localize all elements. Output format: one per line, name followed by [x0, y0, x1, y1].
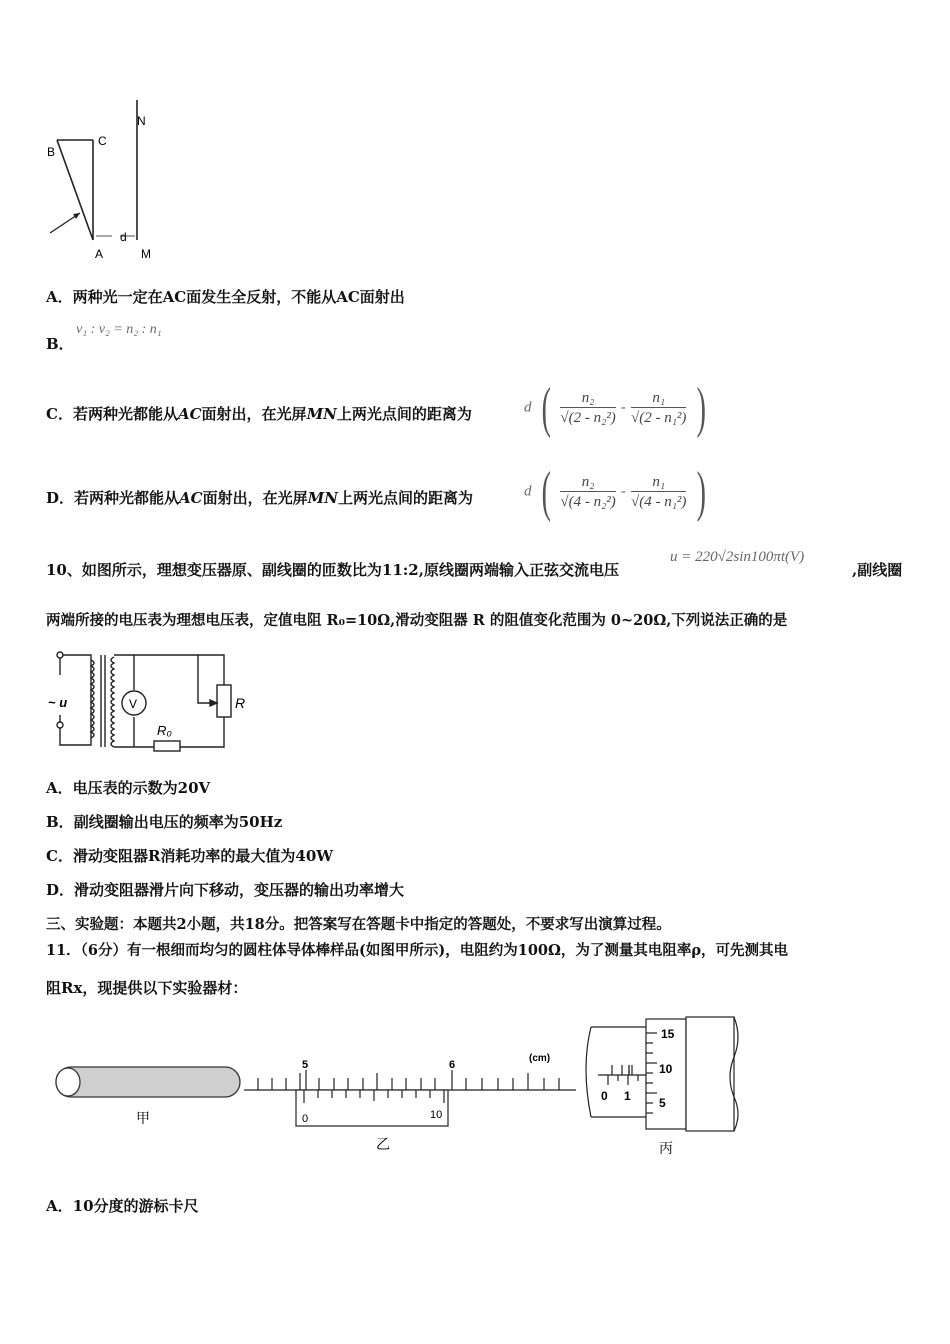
q10-stem-pre: 10、如图所示，理想变压器原、副线圈的匝数比为11:2,原线圈两端输入正弦交流电压	[46, 561, 619, 579]
option-label: A．	[46, 779, 73, 797]
option-text: 副线圈输出电压的频率为50Hz	[73, 813, 283, 831]
q9-option-b-formula: v₁ : v₂ = n₂ : n₁	[76, 322, 162, 337]
caption-yi: 乙	[376, 1136, 390, 1152]
q9-option-c	[46, 403, 472, 424]
q9-option-a-text: 两种光一定在AC面发生全反射，不能从AC面射出	[72, 288, 405, 306]
q9-option-c-ac: AC	[177, 405, 202, 423]
option-label: B．	[46, 813, 74, 831]
numerator: n₂	[560, 390, 615, 408]
micrometer-5: 5	[659, 1096, 666, 1110]
option-label: D．	[46, 881, 75, 899]
fraction-1	[560, 390, 615, 427]
q9-option-c-post: 上两光点间的距离为	[336, 405, 472, 423]
q9-option-a	[46, 286, 405, 307]
q9-option-d-label: D．	[46, 489, 75, 507]
q10-formula: u = 220√2sin100πt(V)	[670, 549, 805, 565]
label-M: M	[141, 247, 151, 261]
right-paren: )	[696, 461, 706, 523]
denominator: √(4 - n₁²)	[630, 493, 687, 510]
micrometer-10: 10	[659, 1062, 673, 1076]
q9-option-d-pre: 若两种光都能从	[74, 489, 180, 507]
label-N: N	[137, 114, 146, 128]
option-text: 10分度的游标卡尺	[72, 1197, 199, 1215]
label-B: B	[47, 145, 56, 159]
q10-option-d	[46, 879, 404, 900]
transformer-circuit	[46, 645, 256, 757]
caliper-mark-6: 6	[449, 1059, 456, 1071]
q9-option-d-post: 上两光点间的距离为	[337, 489, 473, 507]
option-text: 电压表的示数为20V	[72, 779, 211, 797]
vernier-caliper	[244, 1070, 576, 1126]
numerator: n₁	[631, 390, 686, 408]
q9-option-b	[46, 333, 74, 354]
q10-stem-line2: 两端所接的电压表为理想电压表，定值电阻 R₀=10Ω,滑动变阻器 R 的阻值变化范围为 0~20Ω,下列说法正确的是	[46, 612, 788, 629]
q9-option-c-mn: MN	[306, 405, 337, 423]
measurement-figures	[46, 1015, 766, 1165]
v-label: V	[129, 697, 138, 711]
q9-option-d-mid: 面射出，在光屏	[202, 489, 308, 507]
caption-bing: 丙	[659, 1140, 673, 1156]
q10-option-b	[46, 811, 282, 832]
q9-option-c-pre: 若两种光都能从	[72, 405, 178, 423]
q10-option-c	[46, 845, 333, 866]
q9-option-d-formula	[524, 461, 710, 523]
option-label: A．	[46, 1197, 73, 1215]
q9-option-b-label: B．	[46, 335, 74, 353]
option-text: 滑动变阻器滑片向下移动，变压器的输出功率增大	[74, 881, 405, 899]
numerator: n₂	[560, 474, 615, 492]
q10-option-a	[46, 777, 210, 798]
conductor-rod	[56, 1067, 240, 1097]
r-label: R	[235, 695, 246, 711]
q11-stem-line1: 11．（6分）有一根细而均匀的圆柱体导体棒样品(如图甲所示)，电阻约为100Ω，为了测量其电阻率ρ，可先测其电	[46, 942, 789, 959]
denominator: √(2 - n₂²)	[560, 409, 616, 426]
denominator: √(4 - n₂²)	[560, 493, 616, 510]
r0-label: R₀	[157, 723, 172, 738]
fraction-1	[560, 474, 615, 511]
q9-option-d	[46, 487, 473, 508]
caption-jia: 甲	[136, 1110, 150, 1126]
q9-option-a-label: A．	[46, 288, 73, 306]
left-paren: (	[541, 461, 551, 523]
vernier-mark-0: 0	[302, 1113, 309, 1125]
q10-stem-line1	[46, 559, 619, 580]
q11-stem-line2: 阻Rx，现提供以下实验器材：	[46, 979, 248, 997]
q9-option-c-label: C．	[46, 405, 73, 423]
caliper-mark-5: 5	[302, 1059, 309, 1071]
label-C: C	[98, 134, 107, 148]
option-text: 滑动变阻器R消耗功率的最大值为40W	[72, 847, 334, 865]
section-heading: 三、实验题：本题共2小题，共18分。把答案写在答题卡中指定的答题处，不要求写出演算过程。	[46, 916, 671, 933]
micrometer-15: 15	[661, 1027, 675, 1041]
q9-option-d-mn: MN	[307, 489, 338, 507]
formula-d: d	[524, 399, 532, 416]
caliper-unit: (cm)	[529, 1053, 551, 1064]
micrometer-0: 0	[601, 1089, 608, 1103]
minus-sign: -	[620, 483, 626, 500]
numerator: n₁	[631, 474, 686, 492]
formula-d: d	[524, 483, 532, 500]
u-label: ~ u	[48, 695, 68, 710]
fraction-2	[631, 474, 686, 511]
denominator: √(2 - n₁²)	[630, 409, 687, 426]
micrometer-1: 1	[624, 1089, 631, 1103]
q11-option-a	[46, 1195, 199, 1216]
vernier-mark-10: 10	[430, 1109, 443, 1121]
q9-option-c-formula	[524, 377, 710, 439]
label-d: d	[120, 230, 127, 244]
q9-option-c-mid: 面射出，在光屏	[201, 405, 307, 423]
left-paren: (	[541, 377, 551, 439]
prism-figure	[40, 95, 170, 270]
label-A: A	[95, 247, 104, 261]
minus-sign: -	[620, 399, 626, 416]
option-label: C．	[46, 847, 73, 865]
fraction-2	[631, 390, 686, 427]
right-paren: )	[696, 377, 706, 439]
q9-option-d-ac: AC	[179, 489, 203, 507]
q10-stem-post: ,副线圈	[852, 561, 903, 579]
